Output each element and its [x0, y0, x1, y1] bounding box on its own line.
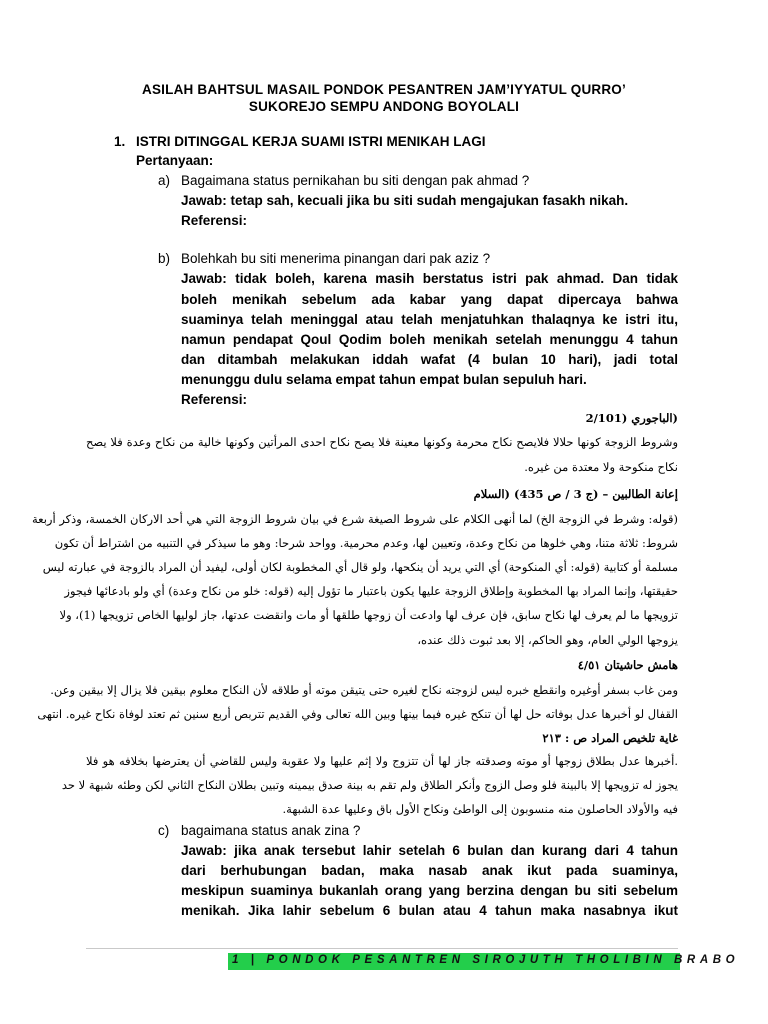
- answer-b-line: dan ditambah melakukan iddah wafat (4 bulan 10 hari), jadi total: [181, 352, 678, 367]
- reference-2-title: إعانة الطالبين – (ج 3 / ص 435) (السلام: [473, 487, 678, 501]
- answer-c-line: menikah. Jika lahir sebelum 6 bulan atau 4 tahun maka nasabnya ikut: [181, 903, 678, 918]
- reference-1-line: نكاح منكوحة ولا معتدة من غيره.: [524, 460, 678, 474]
- reference-2-line: شروط: ثلاثة متنا، وهي خلوها من نكاح وعدة، وتعيين لها، وعدم محرمية. وواحد شرحا: وهو ما سيذكر في التنبيه من اشتراط أن تكون: [54, 536, 678, 550]
- answer-b-line: menunggu dulu selama empat tahun empat bulan sepuluh hari.: [181, 372, 587, 387]
- reference-4-line: .أخبرها عدل بطلاق زوجها أو موته وصدقته جاز لها أن تتزوج ولا إثم عليها ولا عقوبة وليس للقاضي أن يعترضها بخلافه هو فلا: [86, 754, 678, 768]
- question-c-text: bagaimana status anak zina ?: [181, 823, 361, 838]
- reference-4-line: يجوز له تزويجها إلا بالبينة فلو وصل الزوج وأنكر الطلاق ولم تقم به بينة صدق بيمينه وتبين بطلان النكاح الثاني لكن وطئه شبهة لا حد: [61, 778, 678, 792]
- reference-2-line: تزويجها ما لم يعرف لها نكاح سابق، فإن عرف لها وادعت أن زوجها طلقها أو مات وانقضت عدتها، جاز لوليها الخاص تزويجها (1)، ولا: [59, 608, 678, 622]
- reference-3-title: هامش حاشيتان ٤/٥١: [577, 658, 678, 672]
- question-b-label: b): [158, 251, 171, 266]
- footer-bar: [228, 953, 740, 970]
- footer-text: 1 | PONDOK PESANTREN SIROJUTH THOLIBIN BRABO: [232, 954, 740, 966]
- document-title-line-1: ASILAH BAHTSUL MASAIL PONDOK PESANTREN JAM’IYYATUL QURRO’: [142, 82, 626, 97]
- answer-b-line: namun pendapat Qoul Qodim boleh menikah setelah menunggu 4 tahun: [181, 332, 678, 347]
- question-a-text: Bagaimana status pernikahan bu siti dengan pak ahmad ?: [181, 173, 530, 188]
- reference-1-line: وشروط الزوجة كونها حلالا فلايصح نكاح محرمة وكونها معينة فلا يصح نكاح احدى المرأتين وكونها خالية من نكاح وعدة فلا يصح: [86, 435, 678, 449]
- question-c-label: c): [158, 823, 170, 838]
- pertanyaan-label: Pertanyaan:: [136, 153, 214, 168]
- reference-3-line: القفال لو أخبرها عدل بوفاته حل لها أن تنكح غيره فيما بينها وبين الله تعالى وفي القديم تتربص أربع سنين ثم تعتد لوفاة نكاح غيره. انتهى: [37, 707, 678, 721]
- question-a-label: a): [158, 173, 171, 188]
- reference-2-line: (قوله: وشرط في الزوجة الخ) لما أنهى الكلام على شروط الصيغة شرع في بيان شروط الزوجة التي هي أحد الاركان الخمسة، وذكر أربعة: [32, 512, 678, 526]
- document-title-line-2: SUKOREJO SEMPU ANDONG BOYOLALI: [248, 99, 520, 114]
- answer-b-line: Jawab: tidak boleh, karena masih berstatus istri pak ahmad. Dan tidak: [181, 271, 678, 286]
- reference-2-line: حقيقتها، وإنما المراد بها المخطوبة وإطلاق الزوجة عليها يكون باعتبار ما تؤول إليه (قوله: خلو من نكاح وعدة) أي ولو بادعائها فيجوز: [64, 584, 678, 598]
- reference-4-line: فيه والأولاد الحاصلون منه منسوبون إلى الواطئ ونكاح الأول باق وعليها عدة الشبهة.: [282, 802, 678, 816]
- section-heading: ISTRI DITINGGAL KERJA SUAMI ISTRI MENIKAH LAGI: [136, 134, 486, 149]
- section-number: 1.: [114, 134, 126, 149]
- reference-4-title: غاية تلخيص المراد ص : ٢١٣: [542, 731, 678, 745]
- reference-3-line: ومن غاب بسفر أوغيره وانقطع خبره ليس لزوجته نكاح لغيره حتى يتيقن موته أو طلاقه لأن النكاح معلوم بيقين فلا يزال إلا بيقين وعن.: [50, 683, 678, 697]
- answer-c-line: meskipun suaminya bukanlah orang yang berzina dengan bu siti sebelum: [181, 883, 678, 898]
- reference-1-title: (الباجوري (2/101: [585, 411, 678, 425]
- answer-a-text: Jawab: tetap sah, kecuali jika bu siti sudah mengajukan fasakh nikah.: [181, 193, 629, 208]
- footer-divider: [86, 948, 678, 949]
- answer-b-line: boleh menikah sebelum ada kabar yang dapat dipercaya bahwa: [181, 292, 678, 307]
- reference-b-label: Referensi:: [181, 392, 248, 407]
- answer-c-line: Jawab: jika anak tersebut lahir setelah 6 bulan dan kurang dari 4 tahun: [181, 843, 678, 858]
- answer-b-line: suaminya telah meninggal atau telah menjatuhkan thalaqnya ke istri itu,: [181, 312, 678, 327]
- question-b-text: Bolehkah bu siti menerima pinangan dari pak aziz ?: [181, 251, 491, 266]
- reference-2-line: مسلمة أو كتابية (قوله: أي المنكوحة) أي التي يريد أن ينكحها، ولو قال أي المخطوبة لكان أولى، ليفيد أن المراد بالزوجة في عبارته ليس: [42, 560, 678, 574]
- reference-a-label: Referensi:: [181, 213, 248, 228]
- answer-c-line: dari berhubungan badan, maka nasab anak ikut pada suaminya,: [181, 863, 678, 878]
- reference-2-line: يزوجها الولي العام، وهو الحاكم، إلا بعد ثبوت ذلك عنده،: [417, 633, 678, 647]
